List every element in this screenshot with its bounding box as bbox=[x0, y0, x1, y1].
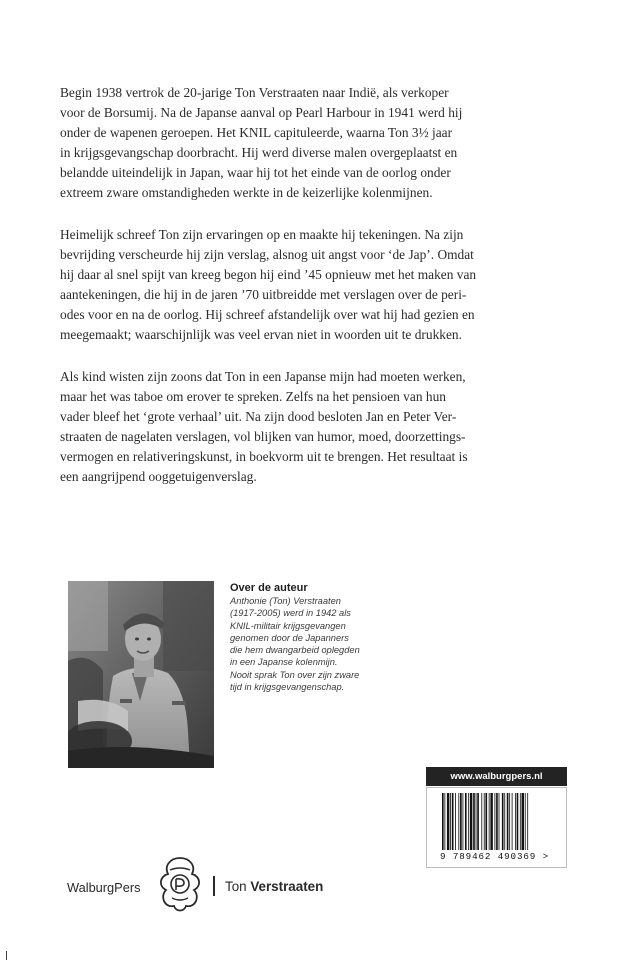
text-line: in krijgsgevangschap doorbracht. Hij werd diverse malen overgeplaatst en bbox=[60, 145, 458, 160]
text-line: belandde uiteindelijk in Japan, waar hij tot het einde van de oorlog onder bbox=[60, 165, 451, 180]
text-line: extreem zware omstandigheden werkte in de keizerlijke kolenmijnen. bbox=[60, 185, 433, 200]
text-line: een aangrijpend ooggetuigenverslag. bbox=[60, 469, 257, 484]
footer-divider bbox=[213, 876, 215, 896]
text-line: Als kind wisten zijn zoons dat Ton in een Japanse mijn had moeten werken, bbox=[60, 369, 466, 384]
crop-mark bbox=[6, 951, 7, 960]
bio-line: (1917-2005) werd in 1942 als bbox=[230, 608, 351, 619]
bio-line: KNIL-militair krijgsgevangen bbox=[230, 620, 346, 631]
text-line: vader bleef het ‘grote verhaal’ uit. Na zijn dood besloten Jan en Peter Ver- bbox=[60, 409, 457, 424]
text-line: bevrijding verscheurde hij zijn verslag, alsnog uit angst voor ‘de Jap’. Omdat bbox=[60, 247, 474, 262]
bio-line: tijd in krijgsgevangenschap. bbox=[230, 682, 345, 693]
text-line: onder de wapenen geroepen. Het KNIL capituleerde, waarna Ton 3½ jaar bbox=[60, 125, 453, 140]
text-line: Heimelijk schreef Ton zijn ervaringen op en maakte hij tekeningen. Na zijn bbox=[60, 227, 464, 242]
paragraph-2 bbox=[60, 225, 560, 345]
author-photo-image bbox=[68, 581, 214, 768]
author-heading: Over de auteur bbox=[230, 582, 308, 594]
author-bio bbox=[230, 595, 450, 693]
barcode-icon bbox=[442, 793, 554, 850]
text-line: straaten de nagelaten verslagen, vol blijken van humor, moed, doorzettings- bbox=[60, 429, 466, 444]
bio-line: genomen door de Japanners bbox=[230, 632, 349, 643]
about-author bbox=[230, 582, 450, 693]
author-photo bbox=[68, 581, 214, 768]
author-first-name: Ton bbox=[225, 879, 247, 894]
isbn-arrow: > bbox=[542, 851, 550, 862]
bio-line: Anthonie (Ton) Verstraaten bbox=[230, 596, 341, 606]
text-line: voor de Borsumij. Na de Japanse aanval op Pearl Harbour in 1941 werd hij bbox=[60, 105, 463, 120]
bio-line: in een Japanse kolenmijn. bbox=[230, 657, 338, 668]
isbn-digits: 9 789462 490369 bbox=[440, 851, 537, 862]
author-name bbox=[225, 879, 323, 894]
text-line: vermogen en relativeringskunst, in boekvorm uit te brengen. Het resultaat is bbox=[60, 449, 468, 464]
barcode bbox=[426, 787, 567, 868]
footer bbox=[67, 856, 367, 912]
publisher-name: WalburgPers bbox=[67, 880, 141, 895]
paragraph-3 bbox=[60, 367, 560, 487]
publisher-url: www.walburgpers.nl bbox=[426, 767, 567, 786]
paragraph-1 bbox=[60, 83, 560, 203]
isbn-number bbox=[440, 851, 565, 862]
back-cover-text bbox=[60, 83, 560, 509]
text-line: maar het was taboe om erover te spreken. Zelfs na het pensioen van hun bbox=[60, 389, 446, 404]
text-line: odes voor en na de oorlog. Hij schreef afstandelijk over wat hij had gezien en bbox=[60, 307, 475, 322]
bio-line: Nooit sprak Ton over zijn zware bbox=[230, 669, 360, 680]
text-line: aantekeningen, die hij in de jaren ’70 uitbreidde met verslagen over de peri- bbox=[60, 287, 467, 302]
text-line: Begin 1938 vertrok de 20-jarige Ton Verstraaten naar Indië, als verkoper bbox=[60, 85, 449, 100]
bio-line: die hem dwangarbeid oplegden bbox=[230, 645, 360, 656]
publisher-logo-icon bbox=[156, 856, 204, 914]
text-line: hij daar al snel spijt van kreeg begon hij eind ’45 opnieuw met het maken van bbox=[60, 267, 477, 282]
text-line: meegemaakt; waarschijnlijk was veel ervan niet in woorden uit te drukken. bbox=[60, 327, 462, 342]
author-last-name: Verstraaten bbox=[250, 879, 324, 894]
